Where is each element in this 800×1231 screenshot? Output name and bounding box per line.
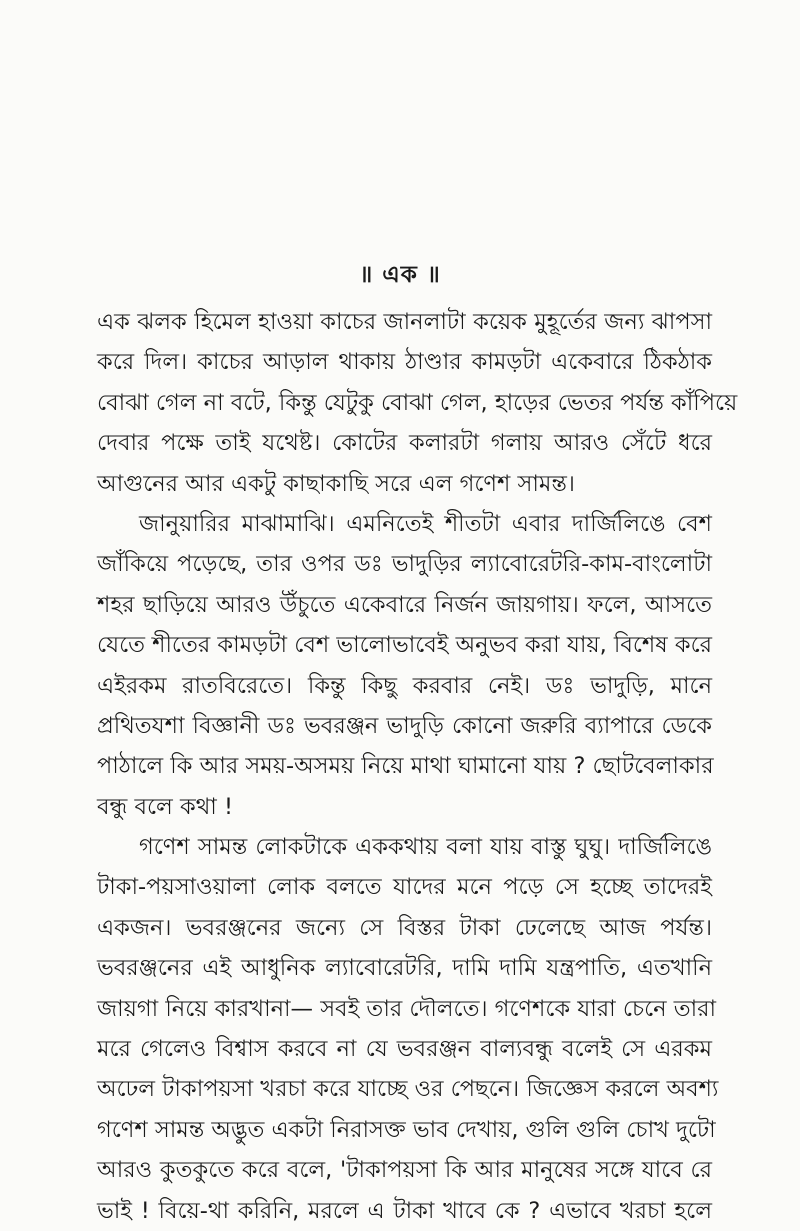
body-text <box>97 302 738 1231</box>
text-line: দেবার পক্ষে তাই যথেষ্ট। কোটের কলারটা গলায় আরও সেঁটে ধরে <box>97 430 712 457</box>
text-line: আরও কুতকুতে করে বলে, 'টাকাপয়সা কি আর মানুষের সঙ্গে যাবে রে <box>97 1157 712 1184</box>
text-line: এক ঝলক হিমেল হাওয়া কাচের জানলাটা কয়েক মুহূর্তের জন্য ঝাপসা <box>97 309 712 335</box>
paragraph-first-line: জানুয়ারির মাঝামাঝি। এমনিতেই শীতটা এবার দার্জিলিঙে বেশ <box>139 510 712 537</box>
paragraph-first-line: গণেশ সামন্ত লোকটাকে এককথায় বলা যায় বাস্তু ঘুঘু। দার্জিলিঙে <box>139 834 712 861</box>
text-line: অঢেল টাকাপয়সা খরচা করে যাচ্ছে ওর পেছনে। জিজ্ঞেস করলে অবশ্য <box>97 1076 719 1103</box>
text-line: যেতে শীতের কামড়টা বেশ ভালোভাবেই অনুভব করা যায়, বিশেষ করে <box>97 632 712 659</box>
text-line: শহর ছাড়িয়ে আরও উঁচুতে একেবারে নির্জন জায়গায়। ফলে, আসতে <box>97 591 712 618</box>
text-line: করে দিল। কাচের আড়াল থাকায় ঠাণ্ডার কামড়টা একেবারে ঠিকঠাক <box>97 349 712 376</box>
text-line: বন্ধু বলে কথা ! <box>97 793 233 820</box>
text-line: একজন। ভবরঞ্জনের জন্যে সে বিস্তর টাকা ঢেলেছে আজ পর্যন্ত। <box>97 914 712 941</box>
text-line: ভাই ! বিয়ে-থা করিনি, মরলে এ টাকা খাবে কে ? এভাবে খরচা হলে <box>97 1197 712 1224</box>
text-line: ভবরঞ্জনের এই আধুনিক ল্যাবোরেটরি, দামি দামি যন্ত্রপাতি, এতখানি <box>97 955 712 982</box>
text-line: বোঝা গেল না বটে, কিন্তু যেটুকু বোঝা গেল, হাড়ের ভেতর পর্যন্ত কাঁপিয়ে <box>97 389 738 416</box>
text-line: আগুনের আর একটু কাছাকাছি সরে এল গণেশ সামন্ত। <box>97 470 575 497</box>
text-line: টাকা-পয়সাওয়ালা লোক বলতে যাদের মনে পড়ে সে হচ্ছে তাদেরই <box>97 874 712 901</box>
chapter-heading: ॥ এক ॥ <box>359 262 441 288</box>
text-line: মরে গেলেও বিশ্বাস করবে না যে ভবরঞ্জন বাল্যবন্ধু বলেই সে এরকম <box>97 1036 712 1063</box>
text-line: জায়গা নিয়ে কারখানা— সবই তার দৌলতে। গণেশকে যারা চেনে তারা <box>97 995 717 1022</box>
text-line: পাঠালে কি আর সময়-অসময় নিয়ে মাথা ঘামানো যায় ? ছোটবেলাকার <box>97 753 714 780</box>
text-line: গণেশ সামন্ত অদ্ভুত একটা নিরাসক্ত ভাব দেখায়, গুলি গুলি চোখ দুটো <box>97 1116 716 1143</box>
text-line: জাঁকিয়ে পড়েছে, তার ওপর ডঃ ভাদুড়ির ল্যাবোরেটরি-কাম-বাংলোটা <box>97 551 712 578</box>
text-line: এইরকম রাতবিরেতে। কিন্তু কিছু করবার নেই। ডঃ ভাদুড়ি, মানে <box>97 672 712 699</box>
text-line: প্রথিতযশা বিজ্ঞানী ডঃ ভবরঞ্জন ভাদুড়ি কোনো জরুরি ব্যাপারে ডেকে <box>97 712 712 739</box>
